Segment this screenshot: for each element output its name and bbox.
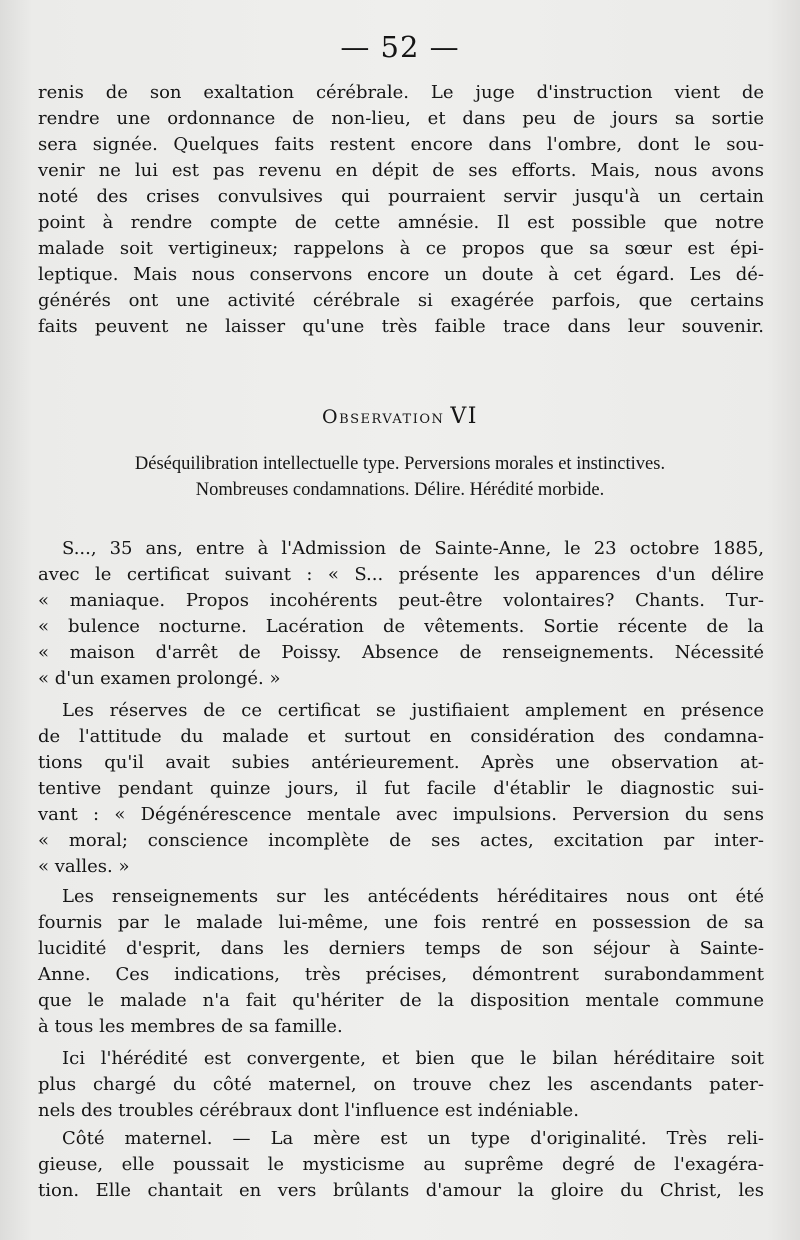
text-line: vant : « Dégénérescence mentale avec impulsions. Perversion du sens — [38, 804, 764, 825]
text-line: Côté maternel. — La mère est un type d'originalité. Très reli- — [62, 1128, 764, 1149]
text-line: générés ont une activité cérébrale si exagérée parfois, que certains — [38, 290, 764, 311]
text-line: Les renseignements sur les antécédents héréditaires nous ont été — [62, 886, 764, 907]
text-line: avec le certificat suivant : « S... présente les apparences d'un délire — [38, 564, 764, 585]
text-line: Ici l'hérédité est convergente, et bien que le bilan héréditaire soit — [62, 1048, 764, 1069]
text-line: « d'un examen prolongé. » — [38, 668, 281, 689]
text-line: fournis par le malade lui-même, une fois rentré en possession de sa — [38, 912, 764, 933]
observation-subtitle-line: Nombreuses condamnations. Délire. Hérédité morbide. — [195, 480, 605, 500]
heading-number: VI — [450, 404, 478, 429]
text-line: S..., 35 ans, entre à l'Admission de Sainte-Anne, le 23 octobre 1885, — [62, 538, 764, 559]
text-line: sera signée. Quelques faits restent encore dans l'ombre, dont le sou- — [38, 134, 764, 155]
page-number: — 52 — — [340, 30, 460, 64]
text-line: Anne. Ces indications, très précises, démontrent surabondamment — [38, 964, 764, 985]
text-line: Les réserves de ce certificat se justifiaient amplement en présence — [62, 700, 764, 721]
observation-heading — [0, 404, 800, 429]
text-line: malade soit vertigineux; rappelons à ce propos que sa sœur est épi- — [38, 238, 764, 259]
text-line: plus chargé du côté maternel, on trouve chez les ascendants pater- — [38, 1074, 764, 1095]
text-line: lucidité d'esprit, dans les derniers temps de son séjour à Sainte- — [38, 938, 764, 959]
text-line: noté des crises convulsives qui pourraient servir jusqu'à un certain — [38, 186, 764, 207]
text-line: point à rendre compte de cette amnésie. Il est possible que notre — [38, 212, 764, 233]
text-line: « valles. » — [38, 856, 130, 877]
text-line: tentive pendant quinze jours, il fut facile d'établir le diagnostic sui- — [38, 778, 764, 799]
text-line: « moral; conscience incomplète de ses actes, excitation par inter- — [38, 830, 764, 851]
text-line: venir ne lui est pas revenu en dépit de ses efforts. Mais, nous avons — [38, 160, 764, 181]
text-line: leptique. Mais nous conservons encore un doute à cet égard. Les dé- — [38, 264, 764, 285]
text-line: faits peuvent ne laisser qu'une très faible trace dans leur souvenir. — [38, 316, 764, 337]
text-line: « maison d'arrêt de Poissy. Absence de renseignements. Nécessité — [38, 642, 764, 663]
text-line: tion. Elle chantait en vers brûlants d'amour la gloire du Christ, les — [38, 1180, 764, 1201]
text-line: « bulence nocturne. Lacération de vêtements. Sortie récente de la — [38, 616, 764, 637]
text-line: « maniaque. Propos incohérents peut-être volontaires? Chants. Tur- — [38, 590, 764, 611]
text-line: nels des troubles cérébraux dont l'influence est indéniable. — [38, 1100, 579, 1121]
text-line: renis de son exaltation cérébrale. Le juge d'instruction vient de — [38, 82, 764, 103]
text-line: rendre une ordonnance de non-lieu, et dans peu de jours sa sortie — [38, 108, 764, 129]
text-line: tions qu'il avait subies antérieurement. Après une observation at- — [38, 752, 764, 773]
text-line: de l'attitude du malade et surtout en considération des condamna- — [38, 726, 764, 747]
text-line: gieuse, elle poussait le mysticisme au suprême degré de l'exagéra- — [38, 1154, 764, 1175]
heading-word: Observation — [322, 406, 445, 428]
text-line: que le malade n'a fait qu'hériter de la disposition mentale commune — [38, 990, 764, 1011]
observation-subtitle-line: Déséquilibration intellectuelle type. Perversions morales et instinctives. — [134, 454, 666, 474]
text-line: à tous les membres de sa famille. — [38, 1016, 343, 1037]
